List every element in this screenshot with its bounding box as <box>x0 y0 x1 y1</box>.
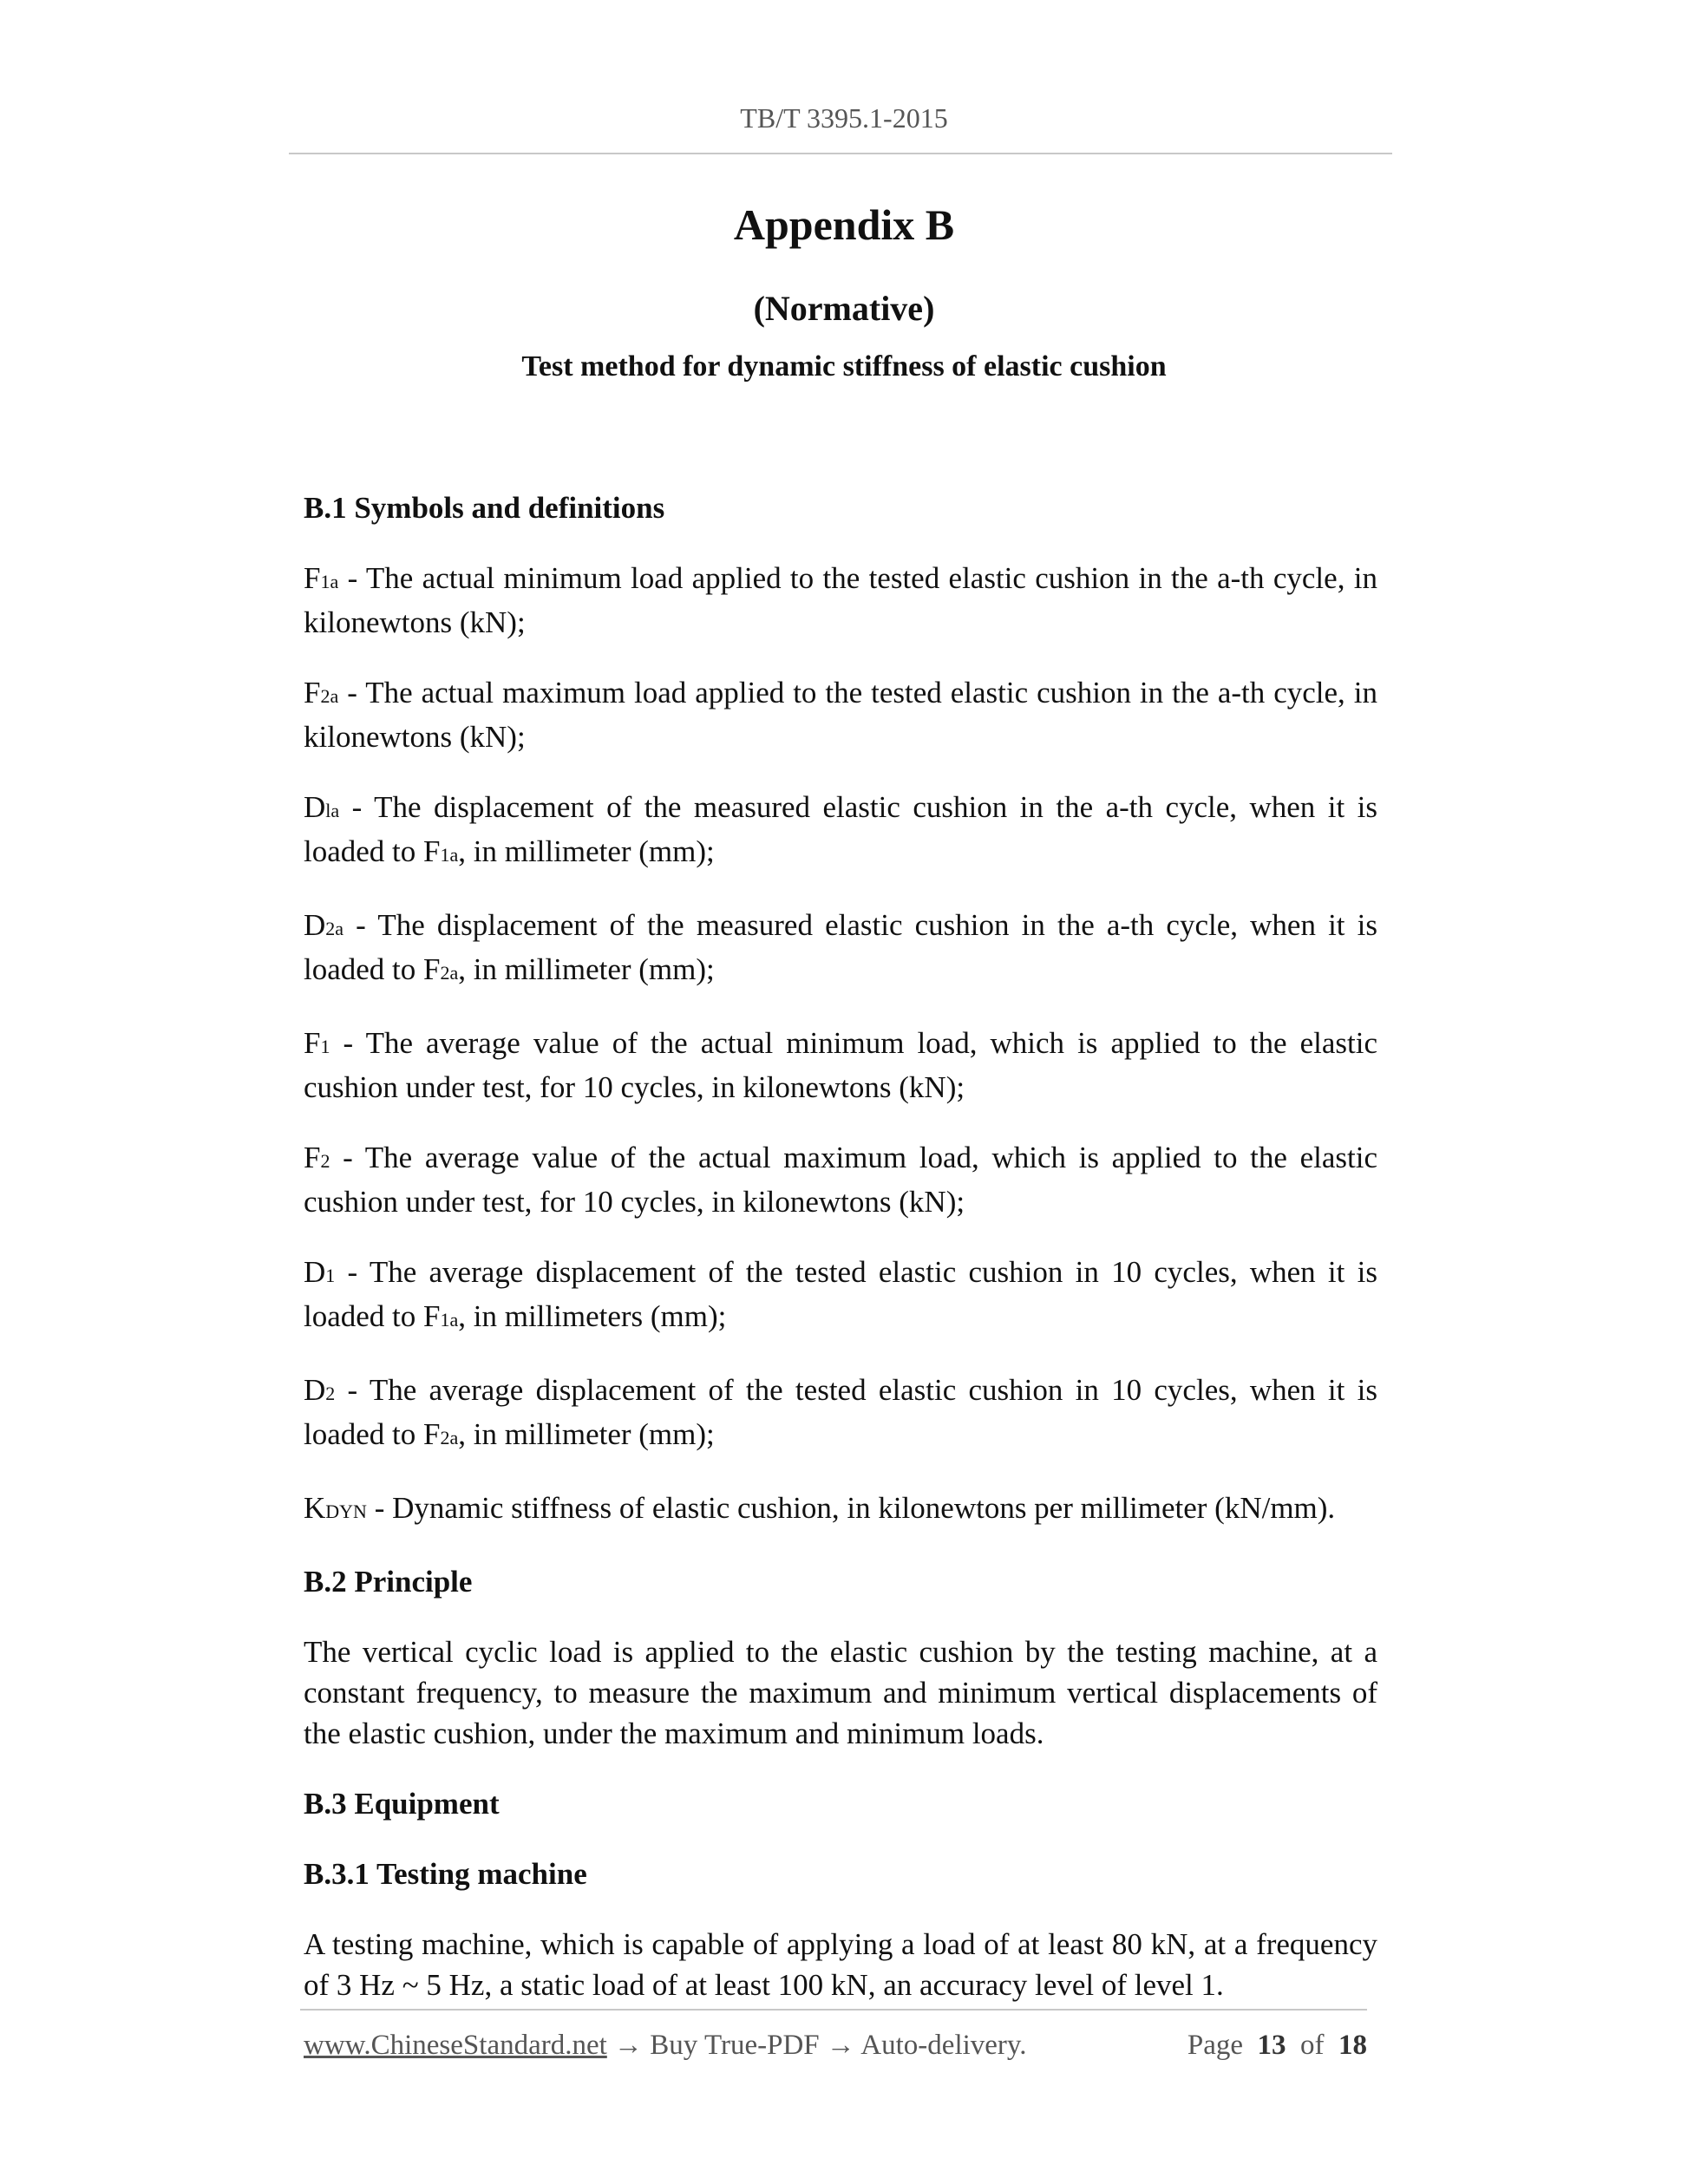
document-header: TB/T 3395.1-2015 <box>740 102 948 134</box>
header-divider <box>289 153 1392 154</box>
principle-paragraph: The vertical cyclic load is applied to the elastic cushion by the testing machine, at a constant frequency, to measure the maximum and minimum vertical displacements of the elastic cushion, under the maximum and minimum loads. <box>304 1635 1377 1750</box>
definition-kdyn: KDYN - Dynamic stiffness of elastic cushion, in kilonewtons per millimeter (kN/mm). <box>304 1491 1336 1525</box>
definition-d2: D2 - The average displacement of the tested elastic cushion in 10 cycles, when it is loaded to F2a, in millimeter (mm); <box>304 1373 1377 1451</box>
appendix-title: Appendix B <box>733 200 955 249</box>
total-pages: 18 <box>1338 2030 1367 2061</box>
current-page: 13 <box>1257 2030 1286 2061</box>
definition-f1a: F1a - The actual minimum load applied to the tested elastic cushion in the a-th cycle, in kilonewtons (kN); <box>304 561 1377 639</box>
definition-d1a: Dla - The displacement of the measured elastic cushion in the a-th cycle, when it is loaded to F1a, in millimeter (mm); <box>304 790 1377 868</box>
section-heading-b31: B.3.1 Testing machine <box>304 1857 587 1891</box>
page-footer <box>304 2030 1367 2062</box>
definition-d2a: D2a - The displacement of the measured elastic cushion in the a-th cycle, when it is loaded to F2a, in millimeter (mm); <box>304 908 1377 986</box>
definition-d1: D1 - The average displacement of the tested elastic cushion in 10 cycles, when it is loaded to F1a, in millimeters (mm); <box>304 1255 1377 1333</box>
footer-promo: → Buy True-PDF → Auto-delivery. <box>606 2030 1027 2061</box>
page-indicator: Page 13 of 18 <box>1187 2030 1367 2061</box>
appendix-subject: Test method for dynamic stiffness of elastic cushion <box>521 350 1167 383</box>
document-body <box>304 487 1377 2035</box>
section-heading-b2: B.2 Principle <box>304 1565 473 1599</box>
footer-left <box>304 2030 1027 2062</box>
testing-machine-paragraph: A testing machine, which is capable of applying a load of at least 80 kN, at a frequency of 3 Hz ~ 5 Hz, a static load of at least 100 kN, an accuracy level of level 1. <box>304 1927 1377 2002</box>
footer-divider <box>300 2009 1367 2011</box>
definition-f2a: F2a - The actual maximum load applied to the tested elastic cushion in the a-th cycle, in kilonewtons (kN); <box>304 676 1377 754</box>
section-heading-b3: B.3 Equipment <box>304 1787 500 1821</box>
definition-f1: F1 - The average value of the actual minimum load, which is applied to the elastic cushion under test, for 10 cycles, in kilonewtons (kN); <box>304 1026 1377 1104</box>
section-heading-b1: B.1 Symbols and definitions <box>304 491 665 525</box>
site-link[interactable]: www.ChineseStandard.net <box>304 2030 607 2061</box>
definition-f2: F2 - The average value of the actual maximum load, which is applied to the elastic cushion under test, for 10 cycles, in kilonewtons (kN); <box>304 1141 1377 1219</box>
appendix-nature: (Normative) <box>753 289 935 328</box>
